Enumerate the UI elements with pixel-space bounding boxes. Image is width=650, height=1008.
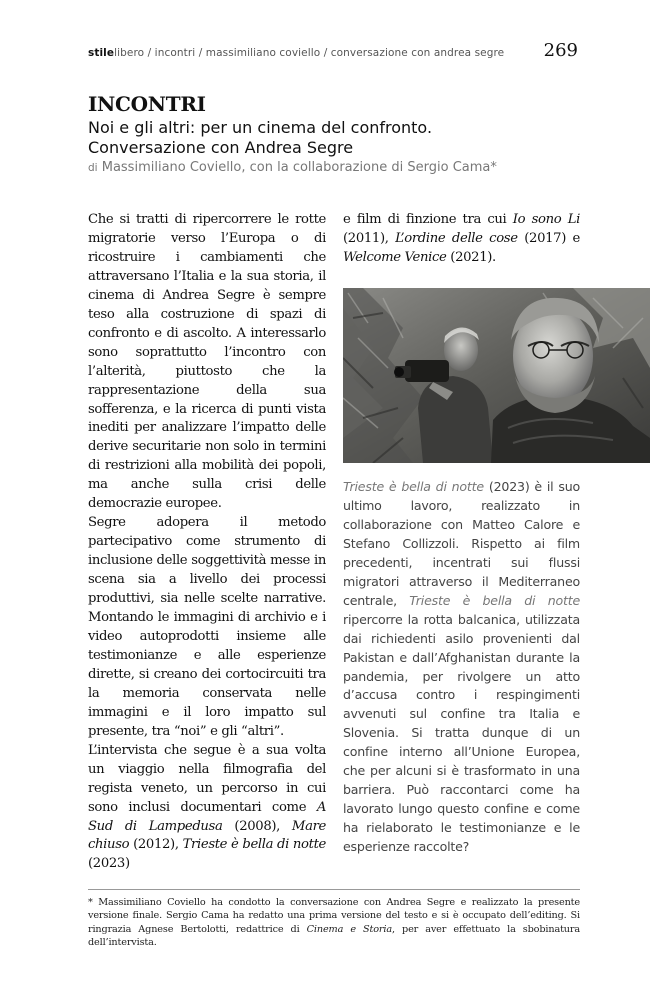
question-paragraph	[343, 478, 580, 857]
intro-paragraph-3	[88, 742, 326, 875]
film-title: L’ordine delle cose	[395, 230, 518, 246]
byline-authors: Massimiliano Coviello, con la collaborazione di Sergio Cama*	[97, 160, 497, 175]
running-head-path: / incontri / massimiliano coviello / conversazione con andrea segre	[144, 47, 505, 59]
section-heading: INCONTRI	[88, 92, 206, 116]
film-title: Trieste è bella di notte	[343, 479, 484, 494]
intro-text: e film di finzione tra cui	[343, 212, 513, 227]
byline-di: di	[88, 162, 98, 174]
intro-right-column	[343, 211, 580, 268]
intro-text: (2023)	[88, 856, 130, 872]
journal-title: Cinema e Storia	[306, 923, 392, 935]
footnote	[88, 896, 580, 949]
film-title: Trieste è bella di notte	[182, 837, 326, 853]
intro-text: (2017) e	[517, 230, 581, 246]
film-title: Io sono Li	[512, 212, 581, 227]
film-title: Welcome Venice	[343, 249, 447, 265]
interview-question	[343, 478, 580, 857]
intro-text: L’intervista che segue è a sua volta un viaggio nella filmografia del regista veneto, un percorso in cui sono inclusi documentari come	[88, 742, 326, 815]
question-text: ripercorre la rotta balcanica, utilizzata dai richiedenti asilo provenienti dal Pakistan e dall’Afghanistan durante la pandemia, per rivolgere un atto d’accusa contro i respingimenti avvenuti sul confine tra Italia e Slovenia. Si tratta dunque di un confine interno all’Unione Europea, che per alcuni si è trasformato in una barriera. Può raccontarci come ha lavorato lungo questo confine e come ha rielaborato le testimonianze e le esperienze raccolte?	[343, 611, 580, 855]
footnote-text-part: * Massimiliano Coviello ha condotto la conversazione con Andrea Segre e realizzato la presente versione finale. Sergio Cama ha redatto una prima versione del testo e si è occupato dell’editing. Si ringrazia Agnese Bertolotti, redattrice di	[88, 897, 580, 935]
intro-text: (2011),	[343, 230, 396, 246]
footnote-text-part: , per aver effettuato la sbobinatura dell’intervista.	[88, 923, 581, 948]
running-head	[88, 47, 508, 59]
photo-illustration	[343, 288, 650, 463]
film-title: Trieste è bella di notte	[409, 592, 581, 608]
intro-text: (2021).	[446, 249, 496, 265]
page-number: 269	[543, 40, 578, 61]
intro-left-column	[88, 211, 326, 874]
running-head-stile: stile	[88, 47, 115, 59]
intro-paragraph-1: Che si tratti di ripercorrere le rotte migratorie verso l’Europa o di ricostruire i cambiamenti che attraversano l’Italia e la sua storia, il cinema di Andrea Segre è sempre teso alla costruzione di spazi di confronto e di ascolto. A interessarlo sono soprattutto l’incontro con l’alterità, piuttosto che la rappresentazione della sua sofferenza, e la ricerca di punti vista inediti per analizzare l’impatto delle derive securitarie non solo in termini di restrizioni alla mobilità dei popoli, ma anche sulla crisi delle democrazie europee.	[88, 212, 326, 512]
article-title-line1: Noi e gli altri: per un cinema del confronto.	[88, 118, 433, 137]
intro-paragraph-2: Segre adopera il metodo partecipativo come strumento di inclusione delle soggettività messe in scena sia a livello dei processi produttivi, sia nelle scelte narrative. Montando le immagini di archivio e i video autoprodotti insieme alle testimonianze e alle esperienze dirette, si creano dei cortocircuiti tra la memoria conservata nelle immagini e il loro impatto sul presente, tra “noi” e gli “altri”.	[88, 515, 326, 739]
article-title-line2: Conversazione con Andrea Segre	[88, 138, 354, 157]
byline	[88, 160, 497, 175]
intro-paragraph-4	[343, 211, 580, 268]
question-text: (2023) è il suo ultimo lavoro, realizzato in collaborazione con Matteo Calore e Stefano Collizzoli. Rispetto ai film precedenti, incentrati sui flussi migratori attraverso il Mediterraneo centrale,	[343, 479, 581, 608]
intro-text: (2012),	[129, 837, 183, 853]
andrea-segre-photo	[343, 288, 650, 463]
intro-text: (2008),	[222, 818, 292, 834]
film-title: A Sud di Lampedusa	[88, 799, 326, 834]
film-title: Mare chiuso	[88, 818, 326, 853]
footnote-text	[88, 896, 580, 949]
running-head-libero: libero	[114, 47, 145, 59]
footnote-divider	[88, 889, 580, 890]
